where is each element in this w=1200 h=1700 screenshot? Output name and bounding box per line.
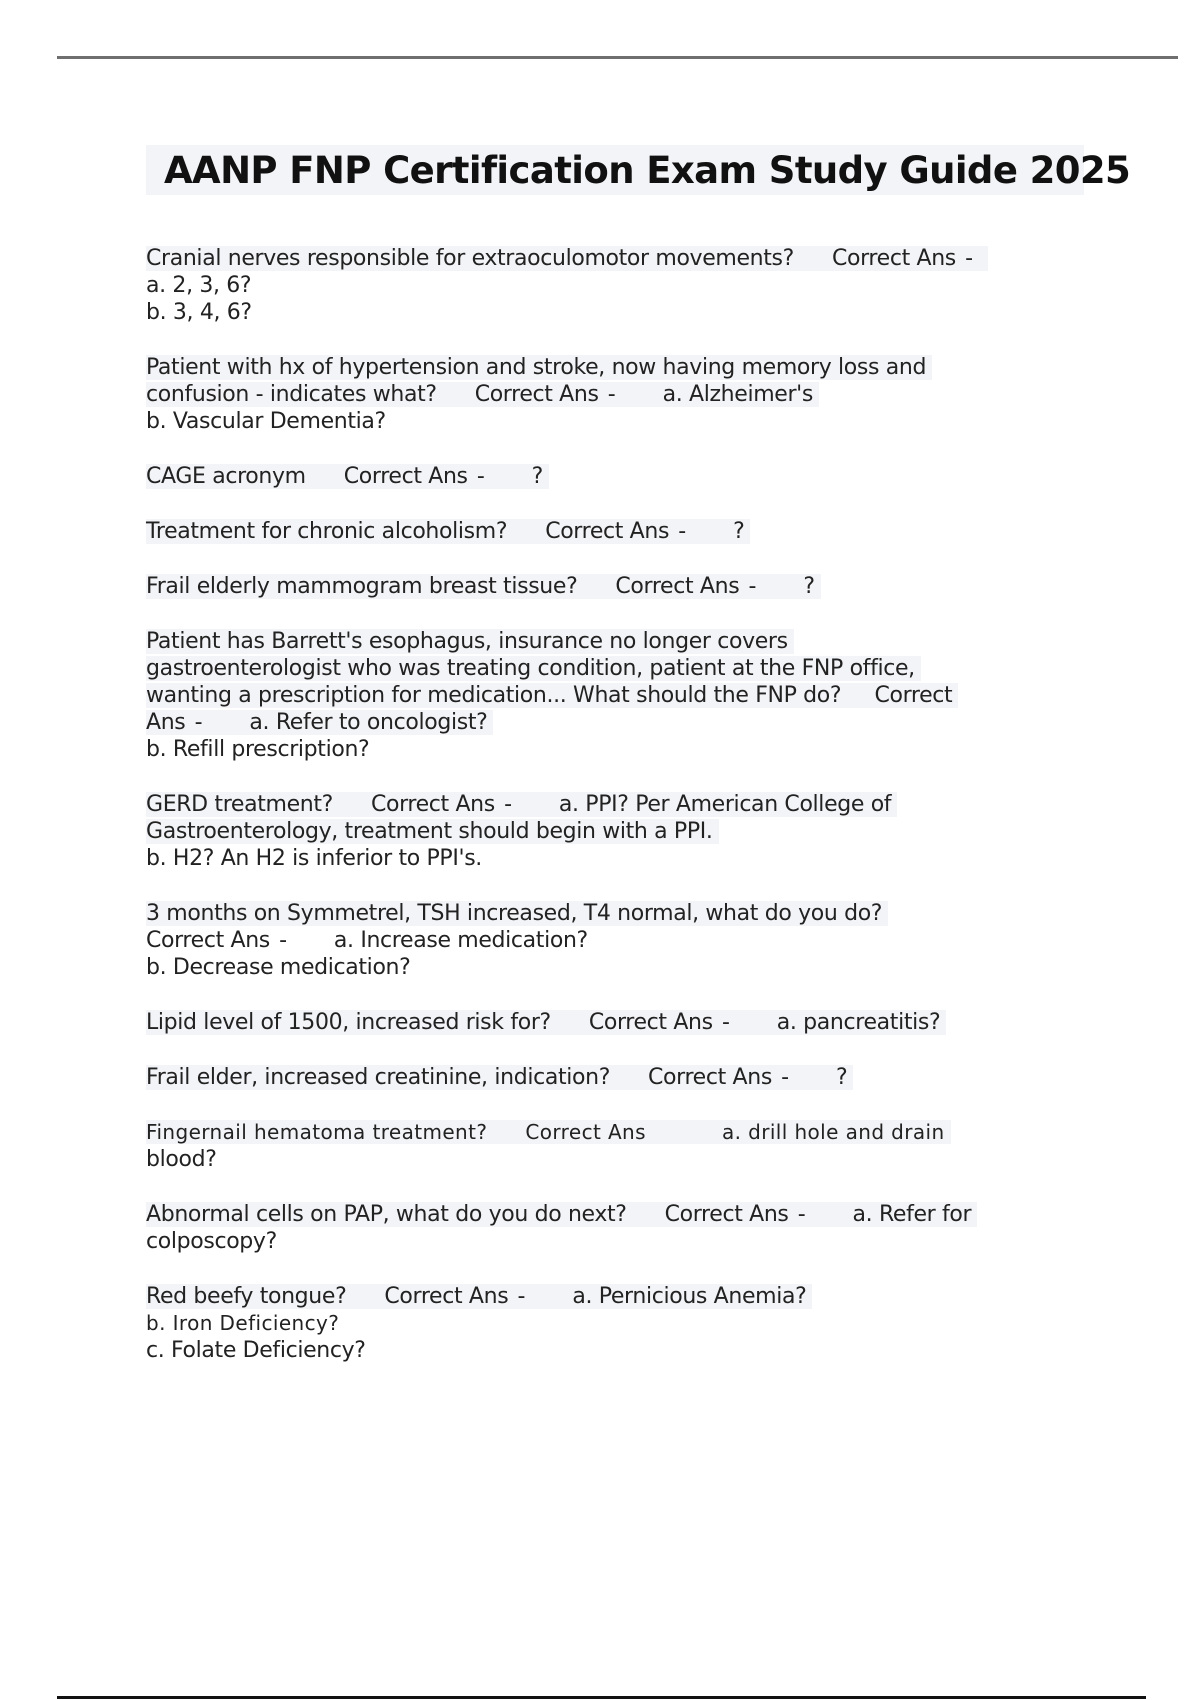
qa-item xyxy=(146,628,1086,763)
question-text: wanting a prescription for medication... What should the FNP do? Correct xyxy=(146,683,958,708)
qa-item xyxy=(146,463,1086,490)
question-text: gastroenterologist who was treating condition, patient at the FNP office, xyxy=(146,656,921,681)
question-line xyxy=(146,1119,1086,1146)
qa-list xyxy=(146,245,1086,1392)
answer-separator: - xyxy=(194,710,203,735)
question-text: GERD treatment? xyxy=(146,792,333,817)
answer-label: Correct Ans xyxy=(384,1284,509,1309)
answer-separator: - xyxy=(678,519,686,544)
question-line xyxy=(146,1283,1086,1310)
answer-option: b. Vascular Dementia? xyxy=(146,409,386,434)
question-text: Fingernail hematoma treatment? xyxy=(146,1120,488,1144)
question-text: Red beefy tongue? xyxy=(146,1284,347,1309)
page-title: AANP FNP Certification Exam Study Guide 2025 xyxy=(164,148,1131,192)
question-line xyxy=(146,573,1086,600)
answer-label: Ans xyxy=(146,710,186,735)
question-line xyxy=(146,381,1086,408)
answer-label: Correct Ans xyxy=(146,928,270,953)
answer-separator: - xyxy=(279,928,287,953)
question-line xyxy=(146,463,1086,490)
question-text: Lipid level of 1500, increased risk for? xyxy=(146,1010,551,1035)
answer-separator: - xyxy=(781,1065,789,1090)
question-text: confusion - indicates what? xyxy=(146,382,437,407)
question-line xyxy=(146,1201,1086,1228)
question-text: Frail elder, increased creatinine, indication? xyxy=(146,1065,611,1090)
question-line xyxy=(146,628,1086,655)
answer-option: ? xyxy=(803,574,815,599)
bottom-divider xyxy=(57,1696,1146,1699)
answer-option: a. Refer for xyxy=(852,1202,972,1227)
question-line xyxy=(146,518,1086,545)
answer-option xyxy=(146,818,1086,845)
answer-separator: - xyxy=(721,1010,730,1035)
answer-label: Correct Ans xyxy=(343,464,468,489)
qa-item xyxy=(146,791,1086,872)
question-line xyxy=(146,709,1086,736)
answer-option: a. 2, 3, 6? xyxy=(146,273,252,298)
qa-item xyxy=(146,245,1086,326)
question-line xyxy=(146,900,1086,927)
answer-option: b. Decrease medication? xyxy=(146,955,411,980)
answer-option: a. pancreatitis? xyxy=(776,1010,941,1035)
qa-item xyxy=(146,1064,1086,1091)
qa-item xyxy=(146,1119,1086,1173)
answer-separator: - xyxy=(504,792,512,817)
answer-option: a. Refer to oncologist? xyxy=(249,710,488,735)
question-text: CAGE acronym xyxy=(146,464,306,489)
answer-option: ? xyxy=(531,464,543,489)
answer-option: ? xyxy=(733,519,745,544)
answer-option: ? xyxy=(835,1065,848,1090)
question-text: Frail elderly mammogram breast tissue? xyxy=(146,574,578,599)
title-banner xyxy=(146,145,1131,195)
qa-item xyxy=(146,573,1086,600)
question-line xyxy=(146,791,1086,818)
qa-item xyxy=(146,518,1086,545)
qa-item xyxy=(146,900,1086,981)
answer-separator: - xyxy=(607,382,616,407)
qa-item xyxy=(146,1201,1086,1255)
answer-option: colposcopy? xyxy=(146,1229,277,1254)
question-line xyxy=(146,655,1086,682)
question-line xyxy=(146,354,1086,381)
answer-option: blood? xyxy=(146,1147,217,1172)
answer-separator: - xyxy=(797,1202,806,1227)
answer-option: b. 3, 4, 6? xyxy=(146,300,252,325)
answer-label: Correct Ans xyxy=(588,1010,713,1035)
answer-option: b. H2? An H2 is inferior to PPI's. xyxy=(146,846,482,871)
question-text: Cranial nerves responsible for extraoculomotor movements? xyxy=(146,246,794,271)
answer-label: Correct Ans xyxy=(525,1120,646,1144)
question-text: Patient has Barrett's esophagus, insurance no longer covers xyxy=(146,629,794,654)
question-text: Patient with hx of hypertension and stroke, now having memory loss and xyxy=(146,355,932,380)
answer-option: a. Pernicious Anemia? xyxy=(572,1284,807,1309)
question-line xyxy=(146,245,1086,272)
top-divider xyxy=(57,56,1178,59)
answer-separator: - xyxy=(476,464,485,489)
answer-option: a. PPI? Per American College of xyxy=(558,792,892,817)
answer-option: c. Folate Deficiency? xyxy=(146,1338,366,1363)
answer-label: Correct Ans xyxy=(664,1202,789,1227)
answer-option: a. drill hole and drain xyxy=(721,1120,945,1144)
question-text: Abnormal cells on PAP, what do you do next? xyxy=(146,1202,627,1227)
answer-label: Correct Ans xyxy=(648,1065,772,1090)
answer-option: b. Iron Deficiency? xyxy=(146,1311,340,1335)
qa-item xyxy=(146,1283,1086,1364)
question-line xyxy=(146,1009,1086,1036)
question-text: Treatment for chronic alcoholism? xyxy=(146,519,508,544)
answer-separator: - xyxy=(517,1284,526,1309)
question-line xyxy=(146,682,1086,709)
answer-option: a. Increase medication? xyxy=(333,928,588,953)
qa-item xyxy=(146,354,1086,435)
answer-separator: - xyxy=(965,246,973,271)
answer-separator: - xyxy=(748,574,757,599)
answer-text: Gastroenterology, treatment should begin with a PPI. xyxy=(146,819,719,844)
answer-option: b. Refill prescription? xyxy=(146,737,370,762)
qa-item xyxy=(146,1009,1086,1036)
question-line xyxy=(146,1064,1086,1091)
answer-label: Correct Ans xyxy=(370,792,495,817)
answer-label: Correct Ans xyxy=(832,246,956,271)
answer-label: Correct Ans xyxy=(615,574,740,599)
question-line xyxy=(146,927,1086,954)
answer-label: Correct Ans xyxy=(545,519,670,544)
question-text: 3 months on Symmetrel, TSH increased, T4 normal, what do you do? xyxy=(146,901,888,926)
answer-option: a. Alzheimer's xyxy=(662,382,813,407)
answer-label: Correct Ans xyxy=(474,382,599,407)
